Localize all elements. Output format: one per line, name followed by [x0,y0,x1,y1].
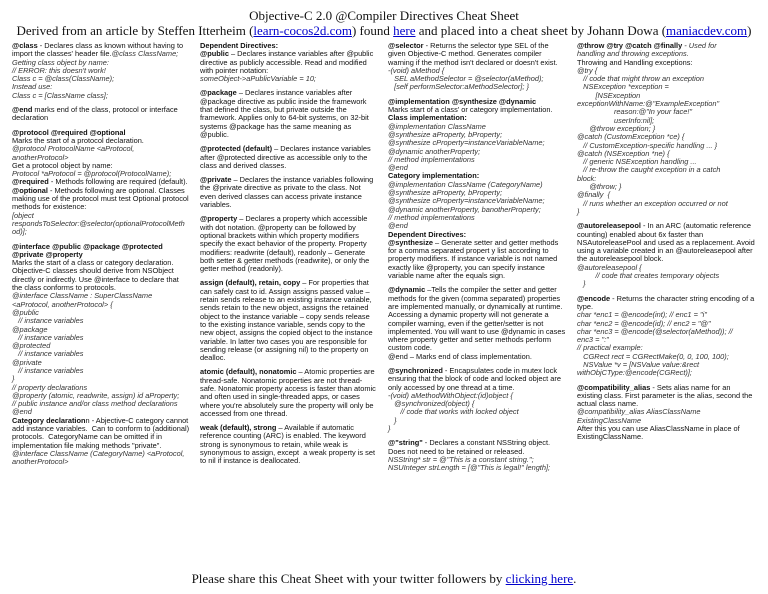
description-text: - Declares class as known without having to import the classes' header file. [12,41,186,59]
directive-name: @synchronized [388,365,443,375]
directive-name: @package [200,88,237,98]
description-text: Get a protocol object by name: [12,160,113,170]
code-example: char *enc1 = @encode(int); // enc1 = "i" char *enc2 = @encode(id); // enc2 = "@" char *enc3 = @encode(@selector(aMethod)); // enc3 = ":" // practical example: CGRect rect = CGRectMake(0, 0, 100, 100); NSValue *v = [NSValue value:&rect withObjCType:@encode(CGRect)]; [577,310,733,378]
here-link[interactable]: here [393,23,416,38]
code-example: Protocol *aProtocol = @protocol(ProtocolName); [12,169,172,179]
description-text: – Declares the instance variables following the @private directive as private to the class. Not even derived classes can access private instance variables. [200,175,376,210]
code-example: @interface ClassName : SuperClassName <aProtocol, anotherProtocol> { @public // instance variables @package // instance variables @protected // instance variables @private // instance variables } // property declarations @property (atomic, readwrite, assign) id aProperty; // public instance and/or class method declarations @end [12,291,180,417]
directive-name: Class implementation: [388,113,467,123]
code-example: NSString* str = @"This is a constant string."; NSUInteger strLength = [@"This is legal!" length]; [388,454,551,473]
footer-text: Please share this Cheat Sheet with your twitter followers by [191,571,506,586]
code-example: -(void) aMethod { SEL aMethodSelector = @selector(aMethod); [self performSelector:aMethodSelector]; } [388,65,544,92]
description-text: Marks the start of a class or category declaration. Objective-C classes should derive from NSObject directly or indirectly. Use @interface to declare that the class conforms to protocols. [12,258,179,293]
directive-name: @protocol @required @optional [12,127,126,137]
clicking-here-link[interactable]: clicking here [505,571,574,586]
column-3 [388,42,568,473]
description-text: –Tells the compiler the setter and getter methods for the given (comma separated) properties are implemented manually, or dynamically at runtime. Accessing a dynamic property will not generate a compiler warning, even if the getter/setter is not implemented. You will want to use @dynamic in cases where property getter and setter methods perform custom code. @end – Marks end of class implementation. [388,285,566,361]
description-text: - Methods following are optional. Classes making use of the protocol must test Optional protocol methods for existence: [12,185,191,212]
credits-text-3: and placed into a cheat sheet by Johann Dowa ( [415,23,667,38]
credits-text-2: ) found [351,23,394,38]
description-text: – Generate setter and getter methods for a comma separated propert y list according to property modifiers. If instance variable is not named exactly like @property, you can specify instance variable name after the equals sign. [388,237,561,281]
description-text: - Returns the selector type SEL of the given Objective-C method. Generates compiler warning if the method isn't declared or doesn't exist. [388,41,558,67]
code-example: @compatibility_alias AliasClassName ExistingClassName [577,407,701,425]
code-example: [object respondsToSelector:@selector(optionalProtocolMeth od)]; [12,210,185,237]
description-text: – Available if automatic reference counting (ARC) is enabled. The keyword strong is synonymous to retain, while weak is synonymous to assign, except a weak property is set to nil if instance is deallocated. [200,423,378,466]
footer-end: . [573,571,577,586]
directive-name: @optional [12,185,48,195]
directive-name: @implementation @synthesize @dynamic [388,96,537,106]
directive-name: @autoreleasepool [577,221,641,231]
learn-cocos2d-link[interactable]: learn-cocos2d.com [253,23,352,38]
description-text: n - Abjective-C category cannot add instance variables. Can to conform to (additional) protocols. CategoryName can be omitted if in implementation file making methods "private". [12,415,192,450]
code-example: @try { // code that might throw an exception NSException *exception = [NSException exceptionWithName:@"ExampleException" reason:@"In your face!" userInfo:nil]; @throw exception; } @catch (CustomException *ce) { // CustomException-specific handling ... } @catch (NSException *ne) { // generic NSException handling ... // re-throw the caught exception in a catch block: @throw; } @finally { // runs whether an exception occurred or not } [577,65,728,216]
description-text: – Atomic properties are thread-safe. Nonatomic properties are not thread-safe. Nonatomic property access is faster than atomic and often used in single-threaded apps, or cases where you're absolutely sure the property will only be accessed from one thread. [200,367,378,418]
code-example: @implementation ClassName @synthesize aProperty, bProperty; @synthesize cProperty=instanceVariableName; @dynamic anotherProperty; // method implementations @end [388,121,545,173]
description-text: - Declares a constant NSString object. Does not need to be retained or released. [388,438,553,456]
description-text: – Declares instance variables after @protected directive as accessible only to the class and derived classes. [200,144,373,170]
directive-name: @class [12,41,38,50]
description-text: – Declares instance variables after @public directive as publicly accessible. Read and modified with pointer notation: [200,49,376,75]
directive-name: Dependent Directives: @synthesize [388,229,467,247]
description-text: After this you can use AliasClassName in place of ExistingClassName. [577,424,740,442]
directive-name: @interface @public @package @protected @private @property [12,241,163,259]
directive-name: @property [200,214,238,224]
description-text: Marks the start of a protocol declaration. [12,135,144,145]
description-text: - Encapsulates code in mutex lock ensuring that the block of code and locked object are only accessed by one thread at a time. [388,365,564,392]
description-text: Marks start of a class' or category implementation. [388,105,553,115]
code-example: @protocol ProtocolName <aProtocol, anotherProtocol> [12,144,135,162]
description-text: - Methods following are required (default). [48,177,188,187]
description-text: - Returns the character string encoding of a type. [577,293,757,311]
directive-name: Category implementation: [388,171,480,181]
column-2 [200,42,376,466]
description-text: – Declares instance variables after @package directive as public inside the framework that defined the class, but private outside the framework. Applies only to 64-bit systems, on 32-bit systems @package has the same meaning as @public. [200,88,371,139]
description-text: - In an ARC (automatic reference counting) enabled about 6x faster than NSAutoreleasePool and used as a replacement. Avoid using a variable created in an @autoreleasepool after the autoreleasepool block. [577,221,757,264]
code-example: @implementation ClassName (CategoryName) @synthesize aProperty, bProperty; @synthesize cProperty=instanceVariableName; @dynamic anotherProperty, banotherProperty; // method implementations @end [388,179,545,231]
directive-name: @selector [388,41,424,50]
sheet-title: Objective-C 2.0 @Compiler Directives Cheat Sheet [249,8,519,23]
maniacdev-link[interactable]: maniacdev.com [666,23,748,38]
directive-name: @required [12,177,49,187]
code-example: - Used for handling and throwing exceptions. [577,41,717,59]
code-example: someObject->aPublicVariable = 10; [200,74,316,84]
code-example: @autoreleasepool { // code that creates temporary objects } [577,262,720,289]
credits-text-1: Derived from an article by Steffen Itterheim ( [16,23,254,38]
directive-name: @throw @try @catch @finally [577,41,683,50]
directive-name: weak (default), strong [200,423,277,433]
sheet-credits [0,23,768,38]
description-text: - Sets alias name for an existing class. First parameter is the alias, second the actual class name. [577,382,755,409]
directive-name: atomic (default), nonatomic [200,367,297,377]
directive-name: @protected (default) [200,144,273,154]
code-example: @interface ClassName (CategoryName) <aProtocol, anotherProtocol> [12,448,185,467]
directive-name: @private [200,175,232,185]
directive-name: @compatibility_alias [577,382,651,392]
code-example: -(void) aMethodWithObject:(id)object { @synchronized(object) { // code that works with locked object } } [388,390,519,434]
directive-name: @dynamic [388,285,426,295]
share-footer [0,571,768,587]
directive-name: Dependent Directives: @public [200,41,279,59]
column-4 [577,42,757,442]
sheet-header [0,8,768,38]
directive-name: @encode [577,293,611,303]
column-1 [12,42,190,467]
directive-name: @"string" [388,438,423,448]
credits-text-4: ) [747,23,752,38]
directive-name: Category declaration [12,415,86,425]
description-text: marks end of the class, protocol or interface declaration [12,105,180,123]
directive-name: assign (default), retain, copy [200,278,301,288]
description-text: Throwing and Handling exceptions: [577,57,693,67]
directive-name: @end [12,105,33,115]
code-example: @class ClassName; Getting class object by name: // ERROR: this doesn't work! Class c = @class(ClassName); Instead use: Class c = [ClassName class]; [12,49,179,100]
description-text: – Declares a property which accessible with dot notation. @property can be followed by optional brackets within which property modifiers specify the exact behavior of the property. Property modifiers: readwrite (default), readonly – Generate both setter & getter methods (readwrite), or only the getter method (readonly). [200,214,372,274]
description-text: – For properties that can safely cast to id. Assign assigns passed value – retain sends release to an existing instance variable, sends retain to the new object, assigns the retained object to the instance variable – copy sends release to the existing instance variable, sends copy to the new object, assigns the copied object to the instance variable. In latter two cases you are responsible for sending release (or assigning nil) to the property on dealloc. [200,278,375,363]
